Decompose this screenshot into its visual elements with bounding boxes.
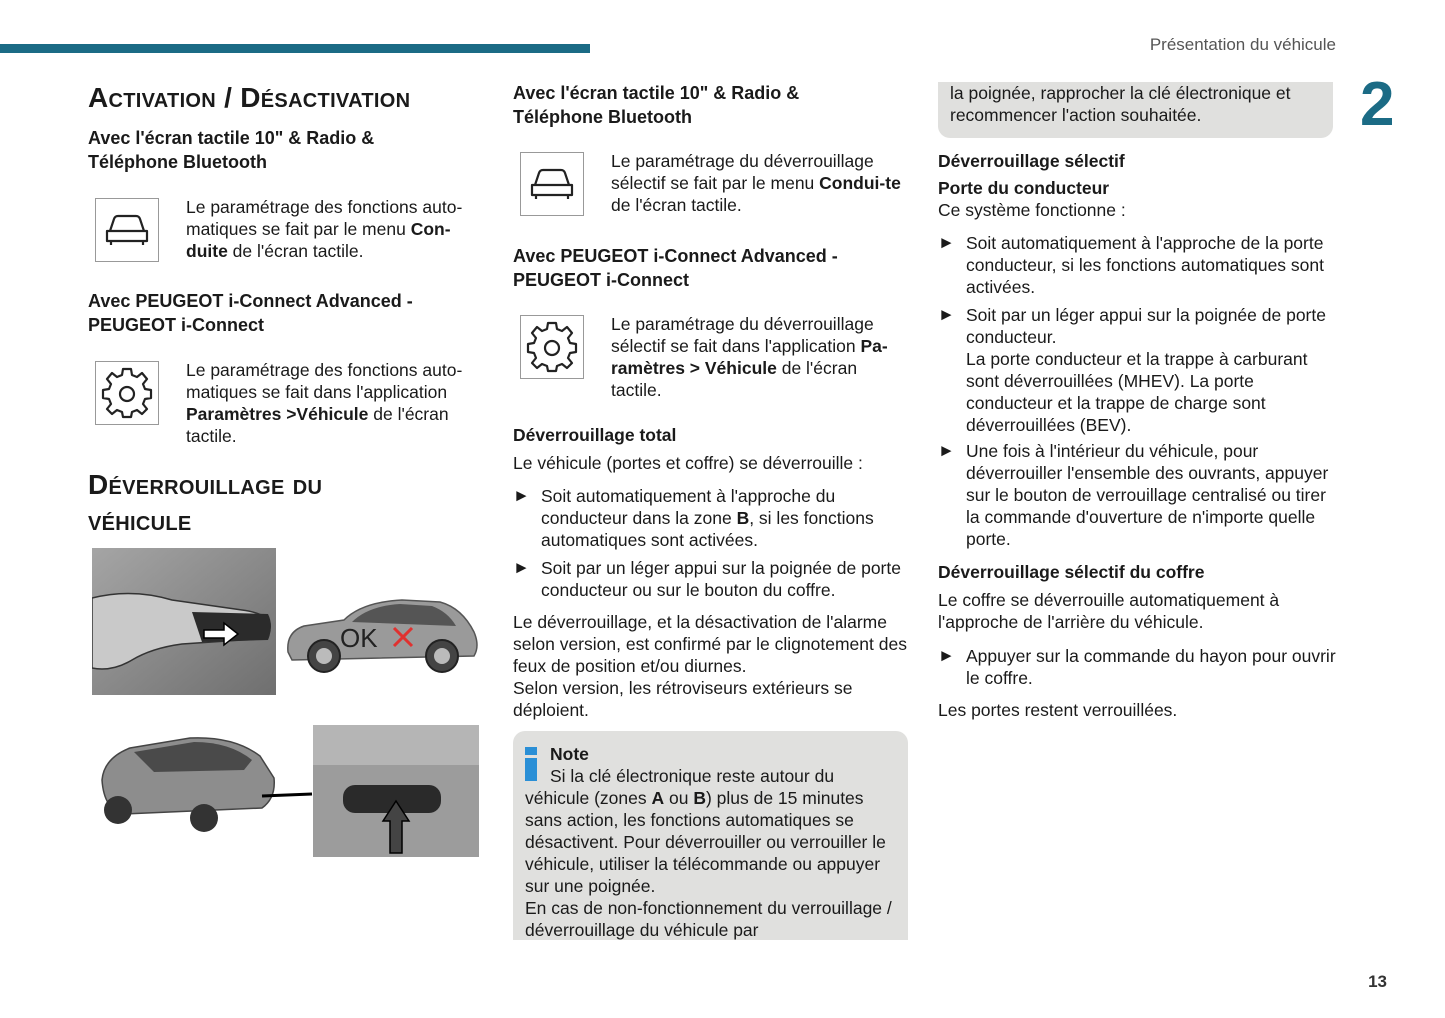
running-header: Présentation du véhicule xyxy=(1149,35,1336,54)
gear-icon xyxy=(95,361,159,425)
bullet-text: Appuyer sur la commande du hayon pour ouvrir le coffre. xyxy=(966,646,1336,688)
text-fragment: Le paramétrage du déverrouillage sélectif se fait par le menu xyxy=(611,151,874,193)
zone-label: A xyxy=(651,788,665,808)
iconnect-setting-block xyxy=(88,359,483,449)
total-unlock-intro: Le véhicule (portes et coffre) se déverrouille : xyxy=(513,453,863,473)
note-box xyxy=(513,731,908,940)
bullet-arrow-icon: ► xyxy=(938,233,955,252)
chapter-number: 2 xyxy=(1360,70,1395,139)
doors-locked-text: Les portes restent verrouillées. xyxy=(938,700,1178,720)
bullet-item xyxy=(513,485,908,551)
driver-door-intro: Ce système fonctionne : xyxy=(938,200,1126,220)
note-body xyxy=(525,765,896,940)
note-continuation-text: la poignée, rapprocher la clé électronique et recommencer l'action souhaitée. xyxy=(950,83,1291,125)
total-unlock-heading: Déverrouillage total xyxy=(513,425,677,445)
menu-name: Condui-te xyxy=(819,173,901,193)
driver-door-heading: Porte du conducteur xyxy=(938,178,1110,198)
iconnect-heading: Avec PEUGEOT i-Connect Advanced - PEUGEOT i-Connect xyxy=(88,291,413,335)
text-fragment: Si la clé électronique reste autour du véhicule (zones xyxy=(525,766,835,808)
touchscreen-setting-block xyxy=(88,196,483,266)
text-fragment: ) plus de 15 minutes sans action, les fonctions automatiques se désactivent. Pour déverrouiller ou verrouiller le véhicule, utiliser la télécommande ou appuyer sur une poignée. xyxy=(525,788,886,896)
gear-icon xyxy=(520,315,584,379)
bullet-text xyxy=(966,304,1336,436)
menu-path: Paramètres >Véhicule xyxy=(186,404,369,424)
bullet-text xyxy=(541,485,908,551)
bullet-arrow-icon: ► xyxy=(938,646,955,665)
door-handle-illustration xyxy=(92,548,276,695)
bullet-arrow-icon: ► xyxy=(938,441,955,460)
text-fragment: de l'écran tactile. xyxy=(186,404,449,446)
bullet-text: Une fois à l'intérieur du véhicule, pour déverrouiller l'ensemble des ouvrants, appuyer sur le bouton de verrouillage centralisé ou tirer la commande d'ouverture de n'importe quelle porte. xyxy=(966,441,1329,549)
bullet-item xyxy=(938,645,1336,689)
text-fragment: Le paramétrage des fonctions auto-matiques se fait par le menu xyxy=(186,197,463,239)
text-fragment: Le paramétrage des fonctions auto-matiques se fait dans l'application xyxy=(186,360,463,402)
car-front-icon xyxy=(520,152,584,216)
touchscreen-heading: Avec l'écran tactile 10" & Radio & Téléphone Bluetooth xyxy=(88,128,375,172)
iconnect-setting-text xyxy=(186,359,483,447)
ok-label: OK xyxy=(340,623,378,653)
car-front-icon xyxy=(95,198,159,262)
unlock-confirmation-text: Le déverrouillage, et la désactivation de l'alarme selon version, est confirmé par le clignotement des feux de position et/ou diurnes. xyxy=(513,612,907,676)
iconnect-selective-block xyxy=(513,313,908,403)
text-fragment: ou xyxy=(664,788,694,808)
bullet-item xyxy=(938,304,1336,436)
text-fragment: de l'écran tactile. xyxy=(611,358,858,400)
zone-label: B xyxy=(736,508,750,528)
note-paragraph: En cas de non-fonctionnement du verrouillage / déverrouillage du véhicule par xyxy=(525,898,892,940)
note-box-continuation xyxy=(938,82,1333,138)
text-fragment: , si les fonctions automatiques sont activées. xyxy=(541,508,874,550)
boot-button-illustration xyxy=(313,725,479,857)
bullet-arrow-icon: ► xyxy=(513,486,530,505)
zone-label: B xyxy=(693,788,706,808)
text-fragment: Soit automatiquement à l'approche du conducteur dans la zone xyxy=(541,486,836,528)
page-number: 13 xyxy=(1368,972,1387,991)
bullet-arrow-icon: ► xyxy=(513,558,530,577)
text-fragment: de l'écran tactile. xyxy=(611,195,742,215)
text-fragment: Le paramétrage du déverrouillage sélectif se fait dans l'application xyxy=(611,314,874,356)
bullet-item xyxy=(513,557,908,601)
bullet-text: Soit automatiquement à l'approche de la porte conducteur, si les fonctions automatiques sont activées. xyxy=(966,233,1324,297)
touchscreen-setting-text xyxy=(186,196,483,262)
section-title-activation: Activation / Désactivation xyxy=(88,82,411,113)
mirror-deploy-text: Selon version, les rétroviseurs extérieurs se déploient. xyxy=(513,678,853,720)
header-accent-bar xyxy=(0,44,590,53)
bullet-text: Soit par un léger appui sur la poignée de porte conducteur ou sur le bouton du coffre. xyxy=(541,558,901,600)
note-paragraph xyxy=(525,765,896,897)
menu-path: Pa-ramètres > Véhicule xyxy=(611,336,888,378)
menu-name: Con-duite xyxy=(186,219,451,261)
touchscreen-heading: Avec l'écran tactile 10" & Radio & Téléphone Bluetooth xyxy=(513,83,800,127)
selective-unlock-heading: Déverrouillage sélectif xyxy=(938,151,1125,171)
bullet-line: La porte conducteur et la trappe à carburant sont déverrouillées (MHEV). La porte conducteur et la trappe de charge sont déverrouillées (BEV). xyxy=(966,349,1308,435)
text-fragment: de l'écran tactile. xyxy=(227,241,364,261)
boot-unlock-heading: Déverrouillage sélectif du coffre xyxy=(938,562,1205,582)
iconnect-selective-text xyxy=(611,313,908,401)
car-side-ok-illustration xyxy=(282,590,482,680)
bullet-item xyxy=(938,232,1336,298)
touchscreen-selective-text xyxy=(611,150,908,216)
iconnect-heading: Avec PEUGEOT i-Connect Advanced - PEUGEOT i-Connect xyxy=(513,246,838,290)
note-title: Note xyxy=(550,744,589,764)
touchscreen-selective-block xyxy=(513,150,908,220)
car-rear-illustration xyxy=(94,730,314,840)
bullet-line: Soit par un léger appui sur la poignée de porte conducteur. xyxy=(966,305,1326,347)
boot-unlock-intro: Le coffre se déverrouille automatiquement à l'approche de l'arrière du véhicule. xyxy=(938,590,1280,632)
section-title-unlocking: Déverrouillage du véhicule xyxy=(88,469,323,536)
bullet-item xyxy=(938,440,1336,550)
bullet-arrow-icon: ► xyxy=(938,305,955,324)
